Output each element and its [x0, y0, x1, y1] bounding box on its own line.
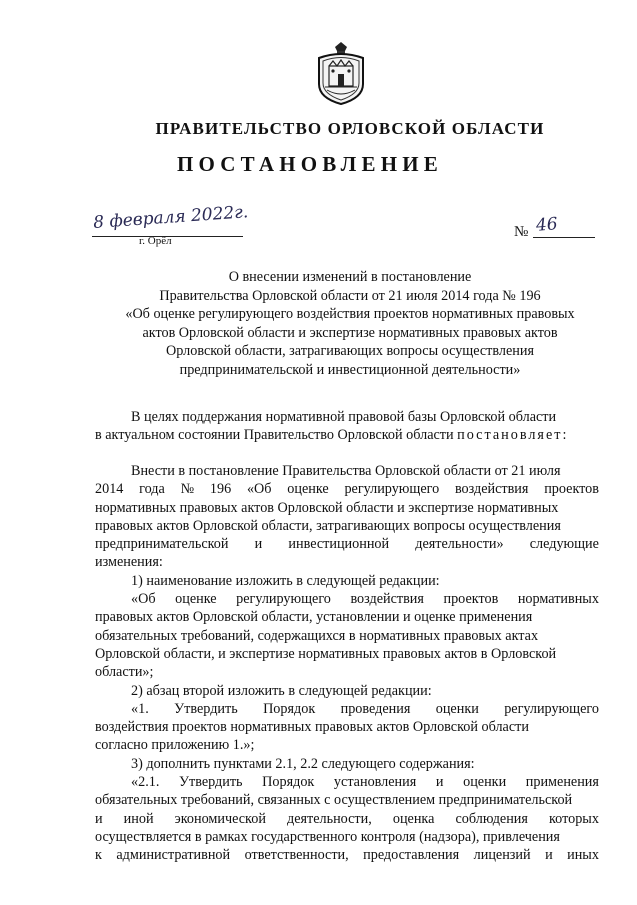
word: и: [435, 774, 444, 791]
text-line: [95, 608, 599, 626]
word: «Об: [131, 591, 156, 608]
word: проектов: [443, 591, 499, 608]
city-label: г. Орёл: [139, 235, 172, 247]
spaced-keyword: постановляет:: [457, 427, 569, 444]
word: 2014: [95, 481, 124, 498]
word: оценки: [435, 700, 479, 717]
text-span: в актуальном состоянии Правительство Орловской области: [95, 427, 454, 444]
word: деятельности,: [287, 810, 372, 827]
decree-subject: [60, 268, 637, 379]
government-title: ПРАВИТЕЛЬСТВО ОРЛОВСКОЙ ОБЛАСТИ: [155, 119, 545, 138]
word: административной: [116, 847, 231, 864]
word: предпринимательской: [95, 536, 229, 553]
word: регулирующего: [344, 481, 440, 498]
handwritten-date: 8 февраля 2022г.: [92, 202, 249, 233]
word: и: [545, 847, 553, 864]
word: предоставления: [363, 847, 460, 864]
word: экономической: [174, 810, 266, 827]
text-line: [95, 462, 599, 480]
word: соблюдения: [455, 810, 528, 827]
word: обязательных требований, содержащихся в нормативных правовых актах: [95, 627, 539, 644]
word: Порядок: [262, 774, 315, 791]
word: регулирующего: [236, 591, 331, 608]
word: правовых актов Орловской области, затрагивающих вопросы осуществления: [95, 517, 561, 534]
word: проектов: [544, 481, 599, 498]
word: применения: [525, 774, 599, 791]
word: года: [139, 481, 165, 498]
text-line: [95, 791, 599, 809]
text-line: 1) наименование изложить в следующей редакции:: [131, 572, 440, 589]
text-line: [95, 846, 599, 864]
word: оценке: [175, 591, 217, 608]
word: правовых актов Орловской области, установлении и оценке применения: [95, 609, 533, 626]
word: Порядок: [263, 700, 316, 717]
word: ответственности,: [244, 847, 349, 864]
word: оценки: [463, 774, 507, 791]
word: нормативных правовых актов Орловской области и экспертизе нормативных: [95, 499, 559, 516]
subject-line: актов Орловской области и экспертизе нормативных правовых актов: [142, 324, 558, 341]
word: Внести в постановление Правительства Орловской области от 21 июля: [131, 463, 561, 479]
text-line: [95, 828, 599, 846]
text-line: [95, 517, 599, 535]
subject-line: «Об оценке регулирующего воздействия проектов нормативных правовых: [125, 306, 575, 322]
text-line: 3) дополнить пунктами 2.1, 2.2 следующего содержания:: [131, 755, 475, 772]
subject-line: О внесении изменений в постановление: [228, 269, 472, 285]
text-line: [95, 773, 599, 791]
word: воздействия: [454, 481, 529, 498]
word: «Об: [246, 481, 272, 498]
subject-line: предпринимательской и инвестиционной деятельности»: [179, 361, 521, 378]
word: инвестиционной: [288, 536, 390, 553]
word: «1.: [131, 700, 149, 717]
text-line: изменения:: [95, 554, 163, 571]
word: Утвердить: [178, 774, 243, 791]
word: регулирующего: [504, 700, 599, 717]
text-line: [95, 535, 599, 553]
decree-body: [95, 462, 599, 865]
subject-line: Орловской области, затрагивающих вопросы осуществления: [166, 343, 534, 359]
coat-of-arms-emblem: [311, 40, 371, 106]
text-line: [95, 627, 599, 645]
subject-line: Правительства Орловской области от 21 июля 2014 года № 196: [159, 287, 541, 304]
text-line: согласно приложению 1.»;: [95, 737, 255, 754]
text-line: [95, 645, 599, 663]
text-line: В целях поддержания нормативной правовой базы Орловской области: [131, 409, 557, 425]
word: воздействия проектов нормативных правовых актов Орловской области: [95, 719, 529, 736]
word: деятельности»: [415, 536, 504, 553]
word: иных: [567, 847, 599, 864]
text-line: [95, 499, 599, 517]
word: которых: [549, 810, 599, 827]
text-line: [95, 810, 599, 828]
word: лицензий: [473, 847, 531, 864]
word: к: [95, 847, 102, 864]
text-line: [95, 426, 599, 444]
word: проведения: [340, 700, 411, 717]
word: 196: [209, 481, 232, 498]
word: иной: [123, 810, 154, 827]
word: осуществляется в рамках государственного контроля (надзора), привлечения: [95, 828, 560, 845]
text-line: [95, 590, 599, 608]
handwritten-number: 46: [535, 214, 559, 236]
word: оценке: [287, 481, 329, 498]
text-line: [95, 718, 599, 736]
word: установления: [333, 774, 417, 791]
word: Утвердить: [174, 700, 238, 717]
text-line: [95, 480, 599, 498]
word: обязательных требований, связанных с осуществлением предпринимательской: [95, 792, 573, 809]
word: нормативных: [517, 591, 599, 608]
word: и: [95, 810, 103, 827]
number-underline: [533, 237, 595, 238]
number-label: №: [514, 224, 529, 240]
word: и: [254, 536, 263, 553]
text-line: 2) абзац второй изложить в следующей редакции:: [131, 682, 432, 699]
text-line: [95, 700, 599, 718]
preamble-paragraph: [95, 408, 599, 445]
word: оценка: [392, 810, 435, 827]
document-type-title: ПОСТАНОВЛЕНИЕ: [176, 152, 444, 176]
text-line: области»;: [95, 664, 154, 681]
word: воздействия: [350, 591, 424, 608]
word: №: [180, 481, 195, 498]
word: Орловской области, и экспертизе нормативных правовых актов в Орловской: [95, 645, 557, 662]
word: следующие: [529, 536, 599, 553]
word: «2.1.: [131, 774, 160, 791]
